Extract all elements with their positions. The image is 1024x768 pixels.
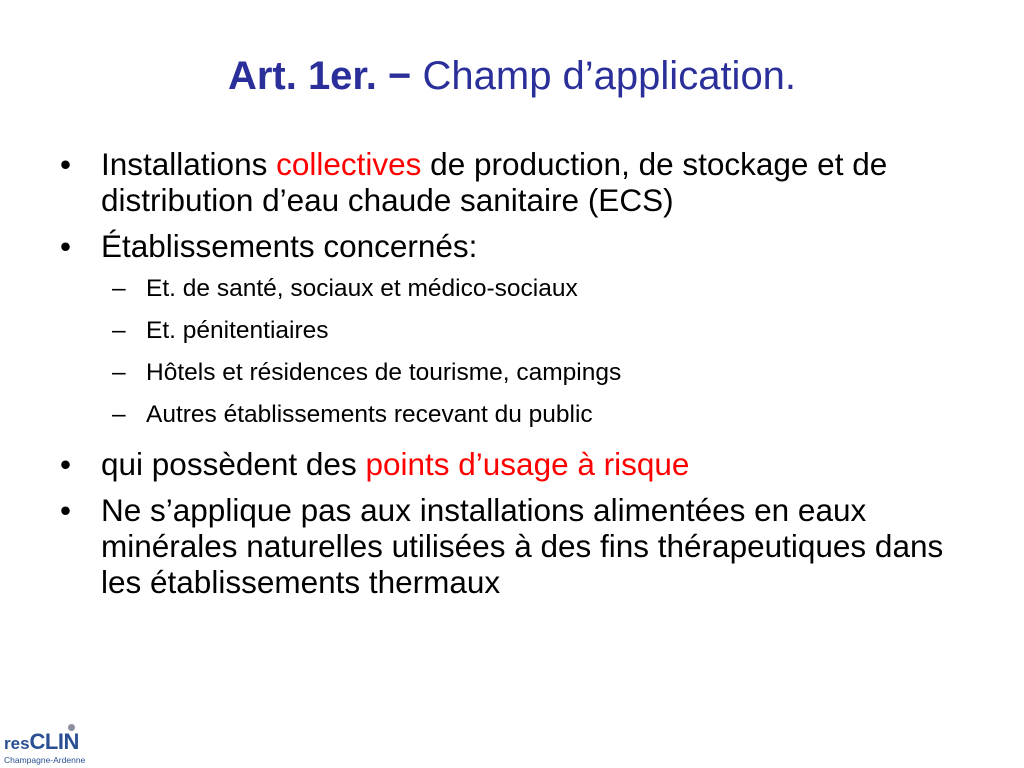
sub-item-text: Et. de santé, sociaux et médico-sociaux	[146, 275, 578, 302]
sub-item-autres	[60, 400, 980, 430]
sub-list	[60, 274, 980, 430]
dash-marker: –	[112, 401, 126, 428]
logo-wordmark	[4, 730, 79, 756]
title-bold: Art. 1er. −	[227, 54, 412, 98]
slide-title	[0, 52, 1024, 100]
resclin-logo	[4, 722, 104, 766]
sub-item-text: Hôtels et résidences de tourisme, campings	[146, 359, 622, 386]
logo-clin: CLIN	[29, 729, 79, 754]
sub-item-text: Autres établissements recevant du public	[146, 401, 593, 428]
sub-item-sante	[60, 274, 980, 304]
logo-res: res	[4, 734, 30, 753]
dash-marker: –	[112, 275, 126, 302]
highlight-collectives: collectives	[276, 146, 422, 182]
bullet-marker: •	[60, 228, 72, 264]
sub-item-penitentiaires	[60, 316, 980, 346]
logo-region: Champagne-Ardenne	[4, 755, 86, 765]
bullet-marker: •	[60, 492, 72, 528]
highlight-points-usage: points d’usage à risque	[365, 446, 690, 482]
bullet-marker: •	[60, 446, 72, 482]
bullet-exclusion	[60, 492, 980, 600]
bullet-points-usage	[60, 446, 980, 482]
slide-content	[60, 146, 980, 610]
sub-item-text: Et. pénitentiaires	[146, 317, 329, 344]
sub-item-hotels	[60, 358, 980, 388]
dash-marker: –	[112, 317, 126, 344]
bullet-marker: •	[60, 146, 72, 182]
bullet-etablissements	[60, 228, 980, 264]
bullet-text: Ne s’applique pas aux installations alimentées en eaux minérales naturelles utilisées à des fins thérapeutiques dans les établissements thermaux	[101, 492, 944, 600]
dash-marker: –	[112, 359, 126, 386]
bullet-text: Établissements concernés:	[101, 228, 478, 264]
bullet-text: qui possèdent des	[101, 446, 366, 482]
bullet-installations	[60, 146, 980, 218]
bullet-text: Installations	[101, 146, 277, 182]
bullet-text-continued: de production, de stockage et de distribution d’eau chaude sanitaire (ECS)	[101, 146, 888, 218]
title-normal: Champ d’application.	[411, 54, 797, 98]
